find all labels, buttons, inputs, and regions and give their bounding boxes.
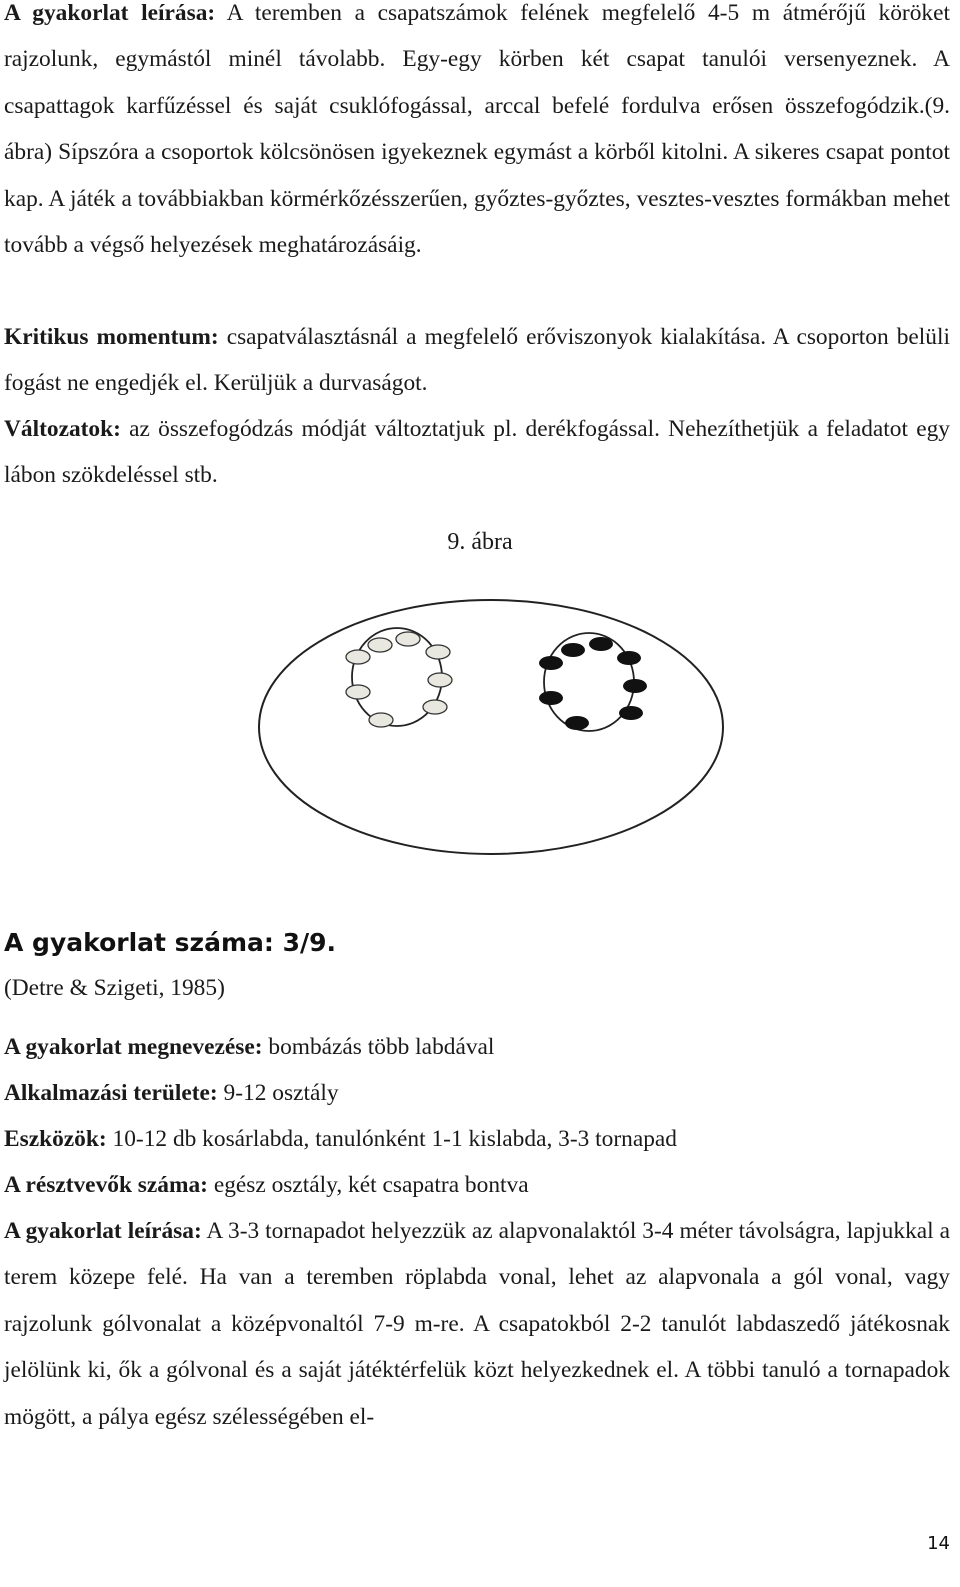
player-light (428, 673, 452, 687)
application-area-value: 9-12 osztály (217, 1080, 339, 1106)
player-dark (539, 691, 563, 705)
participants-value: egész osztály, két csapatra bontva (207, 1172, 529, 1198)
critical-moment-label: Kritikus momentum: (4, 324, 219, 350)
exercise-name-value: bombázás több labdával (262, 1034, 495, 1060)
description-label-2: A gyakorlat leírása: (4, 1218, 202, 1244)
exercise-number-heading: A gyakorlat száma: 3/9. (4, 928, 337, 957)
tools-label: Eszközök: (4, 1126, 107, 1152)
player-light (346, 650, 370, 664)
participants-line (4, 1162, 950, 1208)
variants-label: Változatok: (4, 416, 121, 442)
player-dark (565, 716, 589, 730)
exercise-description-paragraph-2 (4, 1208, 950, 1440)
description-text: A teremben a csapatszámok felének megfelelő 4-5 m átmérőjű köröket rajzolunk, egymástól minél távolabb. Egy-egy körben két csapat tanulói versenyeznek. A csapattagok karfűzéssel és saját csuklófogással, arccal befelé fordulva erősen összefogódzik.(9. ábra) Sípszóra a csoportok kölcsönösen igyekeznek egymást a körből kitolni. A sikeres csapat pontot kap. A játék a továbbiakban körmérkőzésszerűen, győztes-győztes, vesztes-vesztes formákban mehet tovább a végső helyezések meghatározásáig. (4, 0, 950, 259)
application-area-line (4, 1070, 950, 1116)
player-dark (619, 706, 643, 720)
tools-line (4, 1116, 950, 1162)
team-dark-group (539, 633, 647, 731)
player-light (346, 685, 370, 699)
critical-moment-paragraph (4, 314, 950, 407)
description-label: A gyakorlat leírása: (4, 0, 216, 26)
exercise-name-label: A gyakorlat megnevezése: (4, 1034, 263, 1060)
player-dark (561, 643, 585, 657)
player-dark (589, 637, 613, 651)
team-light-group (346, 628, 452, 727)
player-light (423, 700, 447, 714)
description-text-2: A 3-3 tornapadot helyezzük az alapvonalaktól 3-4 méter távolságra, lapjukkal a terem közepe felé. Ha van a teremben röplabda vonal, lehet az alapvonala a gól vonal, vagy rajzolunk gólvonalat a középvonaltól 7-9 m-re. A csapatokból 2-2 tanulót labdaszedő játékosnak jelölünk ki, ők a gólvonal és a saját játéktérfelük közt helyezkednek el. A többi tanuló a tornapadok mögött, a pálya egész szélességében el- (4, 1218, 950, 1430)
figure-9-diagram (0, 580, 960, 880)
exercise-name-line (4, 1024, 950, 1070)
player-dark (623, 679, 647, 693)
player-light (426, 645, 450, 659)
player-dark (617, 651, 641, 665)
player-light (396, 632, 420, 646)
outer-field-ellipse (259, 600, 723, 854)
critical-moment-text: csapatválasztásnál a megfelelő erőviszonyok kialakítása. A csoporton belüli fogást ne engedjék el. Kerüljük a durvaságot. (4, 324, 950, 397)
player-light (369, 713, 393, 727)
variants-paragraph (4, 406, 950, 499)
source-citation: (Detre & Szigeti, 1985) (4, 975, 225, 1001)
variants-text: az összefogódzás módját változtatjuk pl. derékfogással. Nehezíthetjük a feladatot egy lábon szökdeléssel stb. (4, 416, 950, 489)
tools-value: 10-12 db kosárlabda, tanulónként 1-1 kislabda, 3-3 tornapad (106, 1126, 678, 1152)
application-area-label: Alkalmazási területe: (4, 1080, 218, 1106)
exercise-description-paragraph (4, 0, 950, 268)
page-number: 14 (927, 1533, 950, 1554)
player-dark (539, 656, 563, 670)
player-light (368, 638, 392, 652)
participants-label: A résztvevők száma: (4, 1172, 208, 1198)
figure-caption: 9. ábra (447, 529, 513, 555)
